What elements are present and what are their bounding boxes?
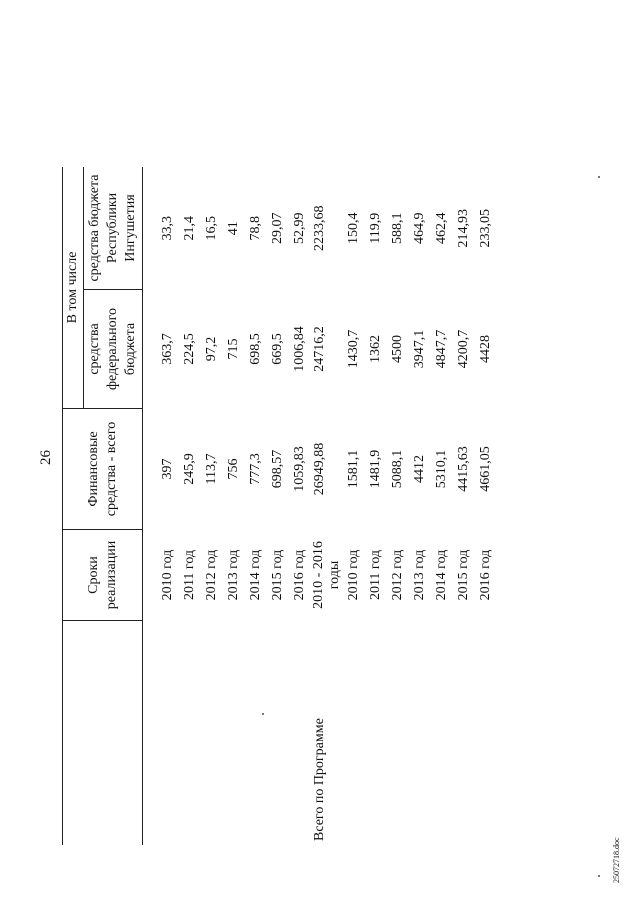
total-cell: 777,3 [248, 453, 263, 485]
period-cell: 2016 год [478, 549, 493, 601]
federal-cell: 1006,84 [292, 326, 307, 372]
period-cell: 2016 год [292, 549, 307, 601]
federal-cell: 97,2 [204, 336, 219, 362]
federal-cell: 24716,2 [312, 326, 327, 372]
republic-cell: 16,5 [204, 216, 219, 241]
header-federal: средства федерального бюджета [84, 290, 143, 409]
table-row [201, 167, 223, 845]
republic-cell: 78,8 [248, 216, 263, 241]
federal-cell: 363,7 [160, 333, 175, 365]
table-row [409, 167, 431, 845]
total-row [311, 167, 343, 845]
republic-cell: 52,99 [292, 212, 307, 244]
header-including: В том числе [63, 167, 84, 409]
period-cell: 2013 год [412, 549, 427, 601]
total-cell: 245,9 [182, 453, 197, 485]
period-cell: 2014 год [248, 549, 263, 601]
federal-cell: 4847,7 [434, 329, 449, 369]
republic-cell: 150,4 [346, 212, 361, 244]
table-header-row-1 [63, 167, 84, 845]
table-row [179, 167, 201, 845]
header-republic: средства бюджета Республики Ингушетия [87, 174, 138, 282]
total-cell: 4415,63 [456, 446, 471, 492]
republic-cell: 214,93 [456, 209, 471, 248]
total-cell: 1059,83 [292, 446, 307, 492]
total-cell: 4412 [412, 455, 427, 483]
total-cell: 756 [226, 458, 241, 480]
section-total-label: Всего по Программе [312, 718, 327, 841]
table-row [365, 167, 387, 845]
total-cell: 397 [160, 458, 175, 480]
republic-cell: 41 [226, 221, 241, 236]
total-cell: 4661,05 [478, 446, 493, 492]
table-row [223, 167, 245, 845]
spacer-row [143, 167, 158, 845]
table-row [343, 167, 365, 845]
period-cell: 2010 год [346, 549, 361, 601]
total-cell: 5310,1 [434, 449, 449, 489]
funding-table [62, 167, 497, 845]
page-number: 26 [38, 450, 54, 465]
scan-speck [598, 875, 600, 877]
total-cell: 1481,9 [368, 449, 383, 489]
period-cell: 2011 год [368, 549, 383, 601]
table-row [267, 167, 289, 845]
federal-cell: 1430,7 [346, 329, 361, 369]
period-cell: 2013 год [226, 549, 241, 601]
period-cell: 2015 год [270, 549, 285, 601]
federal-cell: 698,5 [248, 333, 263, 365]
total-period-line2: годы [327, 560, 342, 590]
scan-speck [262, 713, 264, 715]
total-cell: 1581,1 [346, 449, 361, 489]
total-cell: 698,57 [270, 449, 285, 489]
header-period: Сроки реализации [63, 530, 143, 621]
republic-cell: 21,4 [182, 216, 197, 241]
republic-cell: 29,07 [270, 212, 285, 244]
period-cell: 2012 год [204, 549, 219, 601]
republic-cell: 588,1 [390, 212, 405, 244]
republic-cell: 233,05 [478, 209, 493, 248]
period-cell: 2014 год [434, 549, 449, 601]
total-period-line1: 2010 - 2016 [311, 541, 326, 609]
republic-cell: 119,9 [368, 212, 383, 244]
table-row [431, 167, 453, 845]
federal-cell: 669,5 [270, 333, 285, 365]
total-period-cell [311, 530, 343, 621]
scan-speck [598, 176, 600, 178]
table-row [245, 167, 267, 845]
period-cell: 2012 год [390, 549, 405, 601]
federal-cell: 3947,1 [412, 329, 427, 369]
header-section [63, 621, 143, 846]
table-row [157, 167, 179, 845]
federal-cell: 224,5 [182, 333, 197, 365]
republic-cell: 462,4 [434, 212, 449, 244]
total-cell: 113,7 [204, 453, 219, 485]
federal-cell: 715 [226, 338, 241, 360]
table-row [475, 167, 497, 845]
period-cell: 2010 год [160, 549, 175, 601]
table-row [289, 167, 311, 845]
period-cell: 2015 год [456, 549, 471, 601]
period-cell: 2011 год [182, 549, 197, 601]
total-cell: 26949,88 [312, 442, 327, 496]
table-row [453, 167, 475, 845]
federal-cell: 1362 [368, 335, 383, 363]
header-total: Финансовые средства - всего [63, 409, 143, 530]
federal-cell: 4200,7 [456, 329, 471, 369]
total-cell: 5088,1 [390, 449, 405, 489]
federal-cell: 4500 [390, 335, 405, 363]
republic-cell: 33,3 [160, 216, 175, 241]
republic-cell: 464,9 [412, 212, 427, 244]
table-row [387, 167, 409, 845]
federal-cell: 4428 [478, 335, 493, 363]
republic-cell: 2233,68 [312, 205, 327, 251]
footer-doc-name: 25072718.doc [612, 837, 621, 883]
